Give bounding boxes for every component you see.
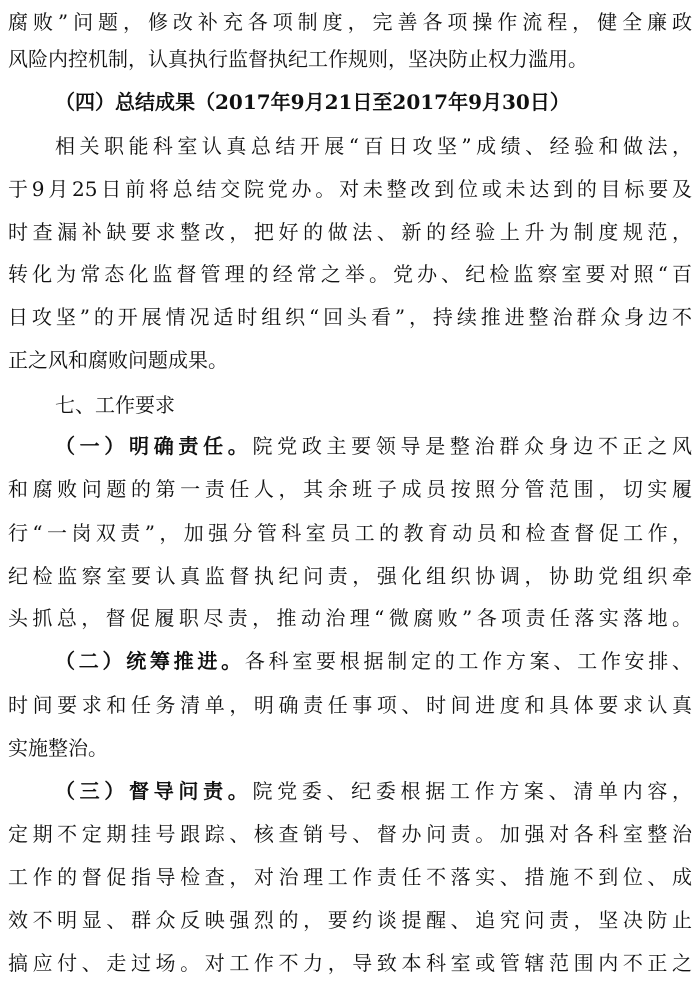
paragraph-line xyxy=(55,773,692,809)
item-marker: （三） xyxy=(55,779,130,803)
paragraph-line xyxy=(55,643,692,679)
chapter-heading: 七、工作要求 xyxy=(55,393,175,417)
paragraph-line: 和腐败问题的第一责任人，其余班子成员按照分管范围，切实履 xyxy=(8,477,692,501)
paragraph-line: 行“一岗双责”，加强分管科室员工的教育动员和检查督促工作， xyxy=(8,521,692,545)
paragraph-line: 风险内控机制，认真执行监督执纪工作规则，坚决防止权力滥用。 xyxy=(8,47,588,71)
paragraph-line: 转化为常态化监督管理的经常之举。党办、纪检监察室要对照“百 xyxy=(8,262,692,286)
item-title: 统筹推进。 xyxy=(126,649,245,673)
item-text: 各科室要根据制定的工作方案、工作安排、 xyxy=(244,649,692,673)
paragraph-line: 效不明显、群众反映强烈的，要约谈提醒、追究问责，坚决防止 xyxy=(8,908,692,932)
paragraph-line: 时间要求和任务清单，明确责任事项、时间进度和具体要求认真 xyxy=(8,693,692,717)
item-text: 院党委、纪委根据工作方案、清单内容， xyxy=(252,779,692,803)
paragraph-line: 工作的督促指导检查，对治理工作责任不落实、措施不到位、成 xyxy=(8,865,692,889)
item-marker: （一） xyxy=(55,434,130,458)
item-title: 明确责任。 xyxy=(129,434,253,458)
item-marker: （二） xyxy=(55,649,127,673)
paragraph-line: 实施整治。 xyxy=(8,736,108,760)
paragraph-line: 定期不定期挂号跟踪、核查销号、督办问责。加强对各科室整治 xyxy=(8,822,692,846)
section-heading: （四）总结成果（2017年9月21日至2017年9月30日） xyxy=(55,90,570,114)
paragraph-line: 于9月25日前将总结交院党办。对未整改到位或未达到的目标要及 xyxy=(8,177,692,201)
paragraph-line: 腐败”问题，修改补充各项制度，完善各项操作流程，健全廉政 xyxy=(8,10,692,34)
paragraph-line xyxy=(55,428,692,464)
paragraph-line: 时查漏补缺要求整改，把好的做法、新的经验上升为制度规范， xyxy=(8,220,692,244)
item-title: 督导问责。 xyxy=(129,779,253,803)
paragraph-line: 纪检监察室要认真监督执纪问责，强化组织协调，协助党组织牵 xyxy=(8,564,692,588)
paragraph-line: 头抓总，督促履职尽责，推动治理“微腐败”各项责任落实落地。 xyxy=(8,606,692,630)
paragraph-line: 正之风和腐败问题成果。 xyxy=(8,348,228,372)
paragraph-line: 搞应付、走过场。对工作不力，导致本科室或管辖范围内不正之 xyxy=(8,951,692,975)
item-text: 院党政主要领导是整治群众身边不正之风 xyxy=(252,434,692,458)
paragraph-line: 相关职能科室认真总结开展“百日攻坚”成绩、经验和做法， xyxy=(55,134,692,158)
paragraph-line: 日攻坚”的开展情况适时组织“回头看”，持续推进整治群众身边不 xyxy=(8,305,692,329)
